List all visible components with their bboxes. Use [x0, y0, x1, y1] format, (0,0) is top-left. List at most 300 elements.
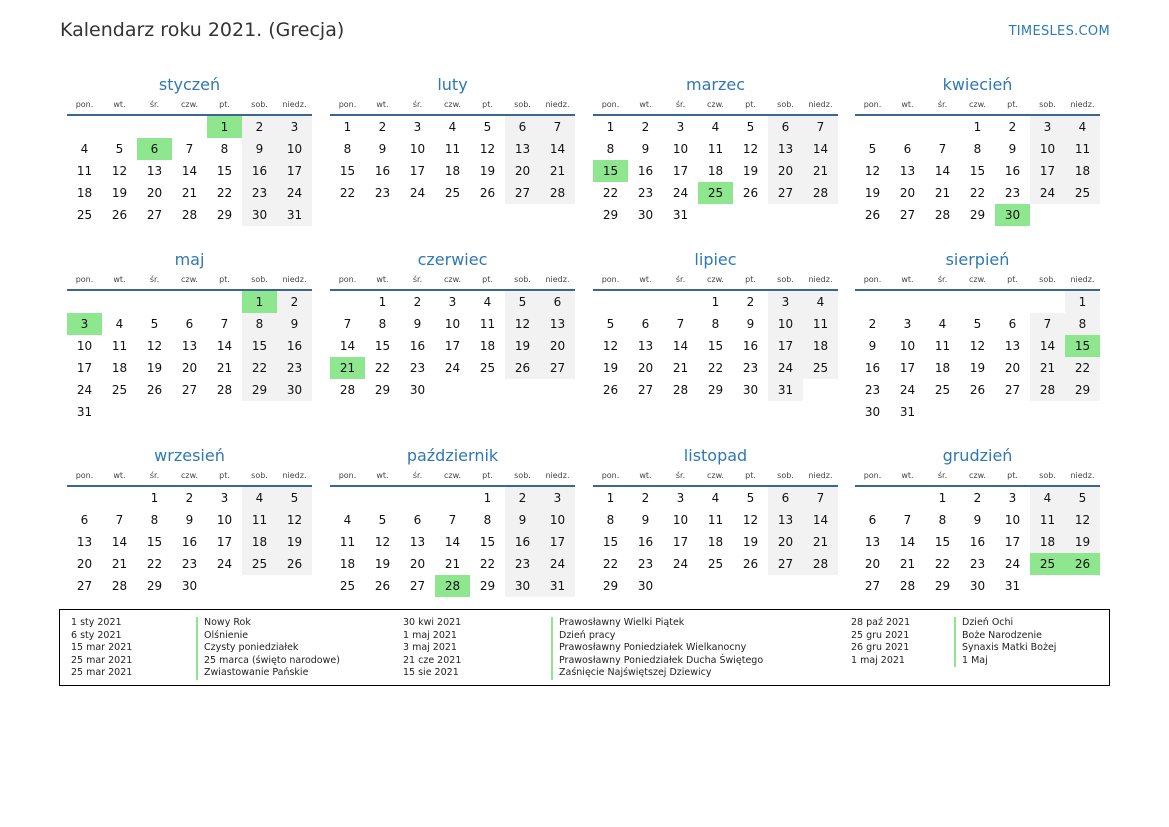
day-cell: 30	[864, 405, 881, 419]
day-cell: 18	[111, 361, 128, 375]
month-12	[855, 445, 1100, 597]
day-cell: 15	[216, 164, 233, 178]
day-cell: 19	[969, 361, 986, 375]
day-cell: 20	[409, 557, 426, 571]
day-cell: 7	[903, 513, 912, 527]
day-cell: 18	[707, 535, 724, 549]
day-cell: 27	[409, 579, 426, 593]
holiday-day-cell: 3	[67, 313, 102, 335]
day-cell: 14	[444, 535, 461, 549]
day-cell: 24	[216, 557, 233, 571]
day-cell: 31	[1004, 579, 1021, 593]
day-cell: 31	[76, 405, 93, 419]
weekday-label: pon.	[863, 100, 882, 109]
month-5	[67, 249, 312, 423]
day-cell: 8	[606, 513, 615, 527]
day-cell: 27	[181, 383, 198, 397]
weekday-label: pon.	[338, 275, 357, 284]
day-cell: 2	[413, 295, 422, 309]
weekday-label: pt.	[1007, 100, 1018, 109]
day-cell: 24	[277, 182, 312, 204]
day-cell: 21	[803, 531, 838, 553]
legend-date: 1 sty 2021	[71, 617, 122, 628]
weekday-header	[855, 469, 1100, 487]
day-cell: 7	[803, 487, 838, 509]
weekday-label: sob.	[514, 275, 531, 284]
day-cell: 16	[374, 164, 391, 178]
legend-date: 3 maj 2021	[403, 642, 457, 654]
day-cell: 12	[602, 339, 619, 353]
day-cell: 13	[540, 313, 575, 335]
day-cell: 22	[216, 186, 233, 200]
empty-cell	[207, 291, 242, 313]
day-cell: 14	[216, 339, 233, 353]
day-cell: 20	[864, 557, 881, 571]
day-cell: 2	[1008, 120, 1017, 134]
weekday-label: sob.	[777, 100, 794, 109]
weekday-label: pt.	[219, 275, 230, 284]
day-cell: 16	[864, 361, 881, 375]
days-grid	[67, 487, 312, 597]
day-cell: 16	[181, 535, 198, 549]
day-cell: 29	[969, 208, 986, 222]
day-cell: 5	[868, 142, 877, 156]
day-cell: 20	[76, 557, 93, 571]
day-cell: 9	[746, 317, 755, 331]
day-cell: 26	[864, 208, 881, 222]
day-cell: 27	[864, 579, 881, 593]
weekday-label: pon.	[75, 471, 94, 480]
empty-cell	[102, 291, 137, 313]
month-name: luty	[437, 75, 468, 94]
day-cell: 1	[606, 120, 615, 134]
day-cell: 17	[216, 535, 233, 549]
days-grid	[330, 291, 575, 401]
day-cell: 2	[242, 116, 277, 138]
day-cell: 29	[1065, 379, 1100, 401]
day-cell: 12	[146, 339, 163, 353]
empty-cell	[102, 487, 137, 509]
legend-holiday-name: Nowy Rok	[196, 617, 340, 630]
legend-holiday-name: Czysty poniedziałek	[196, 642, 340, 655]
day-cell: 17	[76, 361, 93, 375]
day-cell: 27	[76, 579, 93, 593]
weekday-label: niedz.	[545, 100, 570, 109]
day-cell: 30	[969, 579, 986, 593]
weekday-label: pon.	[601, 100, 620, 109]
day-cell: 18	[707, 164, 724, 178]
day-cell: 10	[672, 513, 689, 527]
weekday-label: wt.	[639, 100, 652, 109]
page-title: Kalendarz roku 2021. (Grecja)	[60, 19, 345, 41]
days-grid	[855, 116, 1100, 226]
legend-date: 30 kwi 2021	[403, 617, 462, 628]
day-cell: 6	[641, 317, 650, 331]
day-cell: 11	[803, 313, 838, 335]
day-cell: 26	[742, 186, 759, 200]
legend-holiday-name: Zaśnięcie Najświętszej Dziewicy	[551, 667, 763, 680]
day-cell: 7	[803, 116, 838, 138]
month-10	[330, 445, 575, 597]
day-cell: 10	[768, 313, 803, 335]
day-cell: 8	[606, 142, 615, 156]
brand-link[interactable]: TIMESLES.COM	[1008, 24, 1110, 39]
day-cell: 30	[277, 379, 312, 401]
day-cell: 28	[181, 208, 198, 222]
day-cell: 8	[242, 313, 277, 335]
day-cell: 9	[641, 513, 650, 527]
day-cell: 19	[1065, 531, 1100, 553]
day-cell: 9	[973, 513, 982, 527]
day-cell: 4	[711, 491, 720, 505]
day-cell: 25	[111, 383, 128, 397]
weekday-label: wt.	[901, 100, 914, 109]
day-cell: 15	[339, 164, 356, 178]
weekday-label: pon.	[338, 100, 357, 109]
day-cell: 1	[483, 491, 492, 505]
day-cell: 16	[277, 335, 312, 357]
day-cell: 13	[181, 339, 198, 353]
month-name: lipiec	[694, 250, 737, 269]
weekday-label: pt.	[1007, 471, 1018, 480]
day-cell: 12	[742, 142, 759, 156]
month-name: wrzesień	[154, 446, 225, 465]
weekday-label: niedz.	[545, 275, 570, 284]
day-cell: 17	[444, 339, 461, 353]
month-7	[593, 249, 838, 401]
day-cell: 10	[1004, 513, 1021, 527]
day-cell: 26	[374, 579, 391, 593]
day-cell: 19	[742, 535, 759, 549]
day-cell: 26	[505, 357, 540, 379]
day-cell: 22	[242, 357, 277, 379]
days-grid	[330, 487, 575, 597]
day-cell: 10	[672, 142, 689, 156]
day-cell: 15	[479, 535, 496, 549]
weekday-label: niedz.	[282, 275, 307, 284]
day-cell: 6	[768, 116, 803, 138]
holiday-day-cell: 26	[1065, 553, 1100, 575]
weekday-label: wt.	[376, 275, 389, 284]
weekday-label: niedz.	[1070, 275, 1095, 284]
day-cell: 17	[540, 531, 575, 553]
weekday-header	[593, 469, 838, 487]
empty-cell	[960, 291, 995, 313]
days-grid	[593, 291, 838, 401]
empty-cell	[365, 487, 400, 509]
weekday-label: niedz.	[808, 275, 833, 284]
weekday-header	[593, 98, 838, 116]
day-cell: 19	[864, 186, 881, 200]
weekday-label: sob.	[251, 471, 268, 480]
day-cell: 11	[707, 142, 724, 156]
day-cell: 4	[483, 295, 492, 309]
day-cell: 26	[602, 383, 619, 397]
weekday-label: pt.	[745, 100, 756, 109]
weekday-label: wt.	[639, 471, 652, 480]
empty-cell	[172, 116, 207, 138]
day-cell: 16	[505, 531, 540, 553]
legend-holiday-name: Dzień pracy	[551, 630, 763, 643]
month-11	[593, 445, 838, 597]
day-cell: 16	[409, 339, 426, 353]
day-cell: 6	[1008, 317, 1017, 331]
day-cell: 11	[934, 339, 951, 353]
weekday-label: śr.	[412, 471, 423, 480]
weekday-label: pon.	[601, 471, 620, 480]
day-cell: 28	[339, 383, 356, 397]
day-cell: 26	[479, 186, 496, 200]
day-cell: 21	[111, 557, 128, 571]
day-cell: 8	[150, 513, 159, 527]
day-cell: 11	[242, 509, 277, 531]
day-cell: 5	[115, 142, 124, 156]
legend-date: 6 sty 2021	[71, 629, 122, 641]
day-cell: 15	[374, 339, 391, 353]
month-name: maj	[174, 250, 205, 269]
day-cell: 29	[707, 383, 724, 397]
day-cell: 18	[479, 339, 496, 353]
weekday-label: sob.	[251, 100, 268, 109]
day-cell: 28	[672, 383, 689, 397]
day-cell: 20	[146, 186, 163, 200]
legend-holiday-name: Prawosławny Wielki Piątek	[551, 617, 763, 630]
day-cell: 22	[1065, 357, 1100, 379]
day-cell: 22	[602, 186, 619, 200]
day-cell: 26	[969, 383, 986, 397]
day-cell: 15	[242, 335, 277, 357]
legend-dates-1	[71, 617, 132, 680]
day-cell: 25	[242, 553, 277, 575]
weekday-label: pon.	[338, 471, 357, 480]
day-cell: 5	[150, 317, 159, 331]
day-cell: 20	[540, 335, 575, 357]
day-cell: 28	[803, 182, 838, 204]
day-cell: 25	[339, 579, 356, 593]
day-cell: 18	[76, 186, 93, 200]
day-cell: 12	[1065, 509, 1100, 531]
holiday-day-cell: 1	[242, 291, 277, 313]
day-cell: 5	[505, 291, 540, 313]
day-cell: 5	[746, 120, 755, 134]
day-cell: 22	[339, 186, 356, 200]
weekday-header	[330, 273, 575, 291]
day-cell: 23	[1004, 186, 1021, 200]
day-cell: 9	[242, 138, 277, 160]
legend-date: 25 mar 2021	[71, 654, 133, 666]
day-cell: 7	[220, 317, 229, 331]
weekday-label: śr.	[675, 471, 686, 480]
day-cell: 20	[1004, 361, 1021, 375]
legend-holiday-name: Dzień Ochi	[954, 617, 1056, 630]
days-grid	[593, 116, 838, 226]
holiday-day-cell: 15	[1065, 335, 1100, 357]
day-cell: 28	[934, 208, 951, 222]
day-cell: 3	[903, 317, 912, 331]
day-cell: 14	[803, 138, 838, 160]
day-cell: 24	[76, 383, 93, 397]
month-name: sierpień	[945, 250, 1010, 269]
day-cell: 2	[641, 491, 650, 505]
day-cell: 1	[378, 295, 387, 309]
day-cell: 9	[185, 513, 194, 527]
day-cell: 31	[672, 208, 689, 222]
weekday-label: niedz.	[1070, 471, 1095, 480]
day-cell: 9	[413, 317, 422, 331]
day-cell: 6	[903, 142, 912, 156]
day-cell: 14	[934, 164, 951, 178]
empty-cell	[855, 291, 890, 313]
empty-cell	[172, 291, 207, 313]
weekday-header	[67, 469, 312, 487]
legend-date: 25 gru 2021	[851, 629, 910, 641]
day-cell: 21	[444, 557, 461, 571]
day-cell: 29	[216, 208, 233, 222]
day-cell: 9	[641, 142, 650, 156]
day-cell: 17	[1004, 535, 1021, 549]
legend-date: 15 sie 2021	[403, 667, 459, 679]
day-cell: 11	[444, 142, 461, 156]
weekday-label: pon.	[75, 100, 94, 109]
day-cell: 4	[803, 291, 838, 313]
month-6	[330, 249, 575, 401]
day-cell: 25	[76, 208, 93, 222]
day-cell: 13	[864, 535, 881, 549]
day-cell: 14	[1030, 335, 1065, 357]
day-cell: 16	[637, 164, 654, 178]
holiday-day-cell: 6	[137, 138, 172, 160]
day-cell: 4	[711, 120, 720, 134]
day-cell: 28	[899, 579, 916, 593]
day-cell: 23	[242, 182, 277, 204]
day-cell: 13	[1004, 339, 1021, 353]
month-name: listopad	[683, 446, 748, 465]
month-name: marzec	[685, 75, 745, 94]
day-cell: 15	[146, 535, 163, 549]
day-cell: 28	[803, 553, 838, 575]
day-cell: 14	[672, 339, 689, 353]
weekday-label: sob.	[514, 100, 531, 109]
legend-date: 26 gru 2021	[851, 642, 910, 654]
day-cell: 8	[973, 142, 982, 156]
day-cell: 25	[444, 186, 461, 200]
day-cell: 8	[343, 142, 352, 156]
day-cell: 7	[115, 513, 124, 527]
day-cell: 9	[277, 313, 312, 335]
day-cell: 20	[768, 531, 803, 553]
day-cell: 25	[707, 557, 724, 571]
weekday-label: śr.	[937, 471, 948, 480]
empty-cell	[67, 116, 102, 138]
day-cell: 28	[216, 383, 233, 397]
day-cell: 9	[505, 509, 540, 531]
day-cell: 14	[803, 509, 838, 531]
day-cell: 10	[1030, 138, 1065, 160]
empty-cell	[855, 116, 890, 138]
empty-cell	[593, 291, 628, 313]
empty-cell	[330, 291, 365, 313]
empty-cell	[102, 116, 137, 138]
day-cell: 6	[540, 291, 575, 313]
day-cell: 21	[181, 186, 198, 200]
weekday-header	[593, 273, 838, 291]
day-cell: 23	[277, 357, 312, 379]
day-cell: 7	[1030, 313, 1065, 335]
weekday-label: sob.	[514, 471, 531, 480]
weekday-label: sob.	[251, 275, 268, 284]
day-cell: 9	[378, 142, 387, 156]
day-cell: 29	[602, 579, 619, 593]
day-cell: 30	[242, 204, 277, 226]
weekday-label: pt.	[1007, 275, 1018, 284]
weekday-label: niedz.	[1070, 100, 1095, 109]
month-3	[593, 74, 838, 226]
weekday-label: czw.	[181, 275, 198, 284]
weekday-label: pt.	[482, 471, 493, 480]
weekday-label: niedz.	[282, 100, 307, 109]
day-cell: 6	[185, 317, 194, 331]
weekday-label: czw.	[181, 471, 198, 480]
day-cell: 2	[277, 291, 312, 313]
day-cell: 19	[146, 361, 163, 375]
weekday-label: czw.	[707, 275, 724, 284]
legend-date: 21 cze 2021	[403, 654, 462, 666]
month-name: kwiecień	[942, 75, 1013, 94]
day-cell: 6	[80, 513, 89, 527]
day-cell: 24	[768, 357, 803, 379]
day-cell: 5	[277, 487, 312, 509]
empty-cell	[137, 291, 172, 313]
day-cell: 23	[742, 361, 759, 375]
weekday-label: niedz.	[808, 100, 833, 109]
day-cell: 30	[181, 579, 198, 593]
day-cell: 3	[1008, 491, 1017, 505]
day-cell: 2	[868, 317, 877, 331]
day-cell: 17	[409, 164, 426, 178]
weekday-label: wt.	[113, 275, 126, 284]
day-cell: 4	[448, 120, 457, 134]
day-cell: 27	[540, 357, 575, 379]
day-cell: 22	[146, 557, 163, 571]
day-cell: 8	[711, 317, 720, 331]
weekday-label: niedz.	[545, 471, 570, 480]
weekday-label: sob.	[1039, 100, 1056, 109]
day-cell: 30	[637, 208, 654, 222]
empty-cell	[890, 291, 925, 313]
day-cell: 11	[339, 535, 356, 549]
legend-names-3	[954, 617, 1056, 667]
holiday-day-cell: 28	[435, 575, 470, 597]
day-cell: 18	[1065, 160, 1100, 182]
day-cell: 4	[242, 487, 277, 509]
day-cell: 27	[505, 182, 540, 204]
day-cell: 10	[76, 339, 93, 353]
day-cell: 25	[934, 383, 951, 397]
day-cell: 27	[768, 553, 803, 575]
day-cell: 14	[899, 535, 916, 549]
month-8	[855, 249, 1100, 423]
month-name: czerwiec	[417, 250, 488, 269]
weekday-label: sob.	[1039, 275, 1056, 284]
day-cell: 12	[969, 339, 986, 353]
day-cell: 24	[899, 383, 916, 397]
day-cell: 1	[1065, 291, 1100, 313]
day-cell: 1	[973, 120, 982, 134]
weekday-label: pon.	[863, 471, 882, 480]
weekday-label: pon.	[75, 275, 94, 284]
holiday-day-cell: 25	[1030, 553, 1065, 575]
day-cell: 8	[938, 513, 947, 527]
